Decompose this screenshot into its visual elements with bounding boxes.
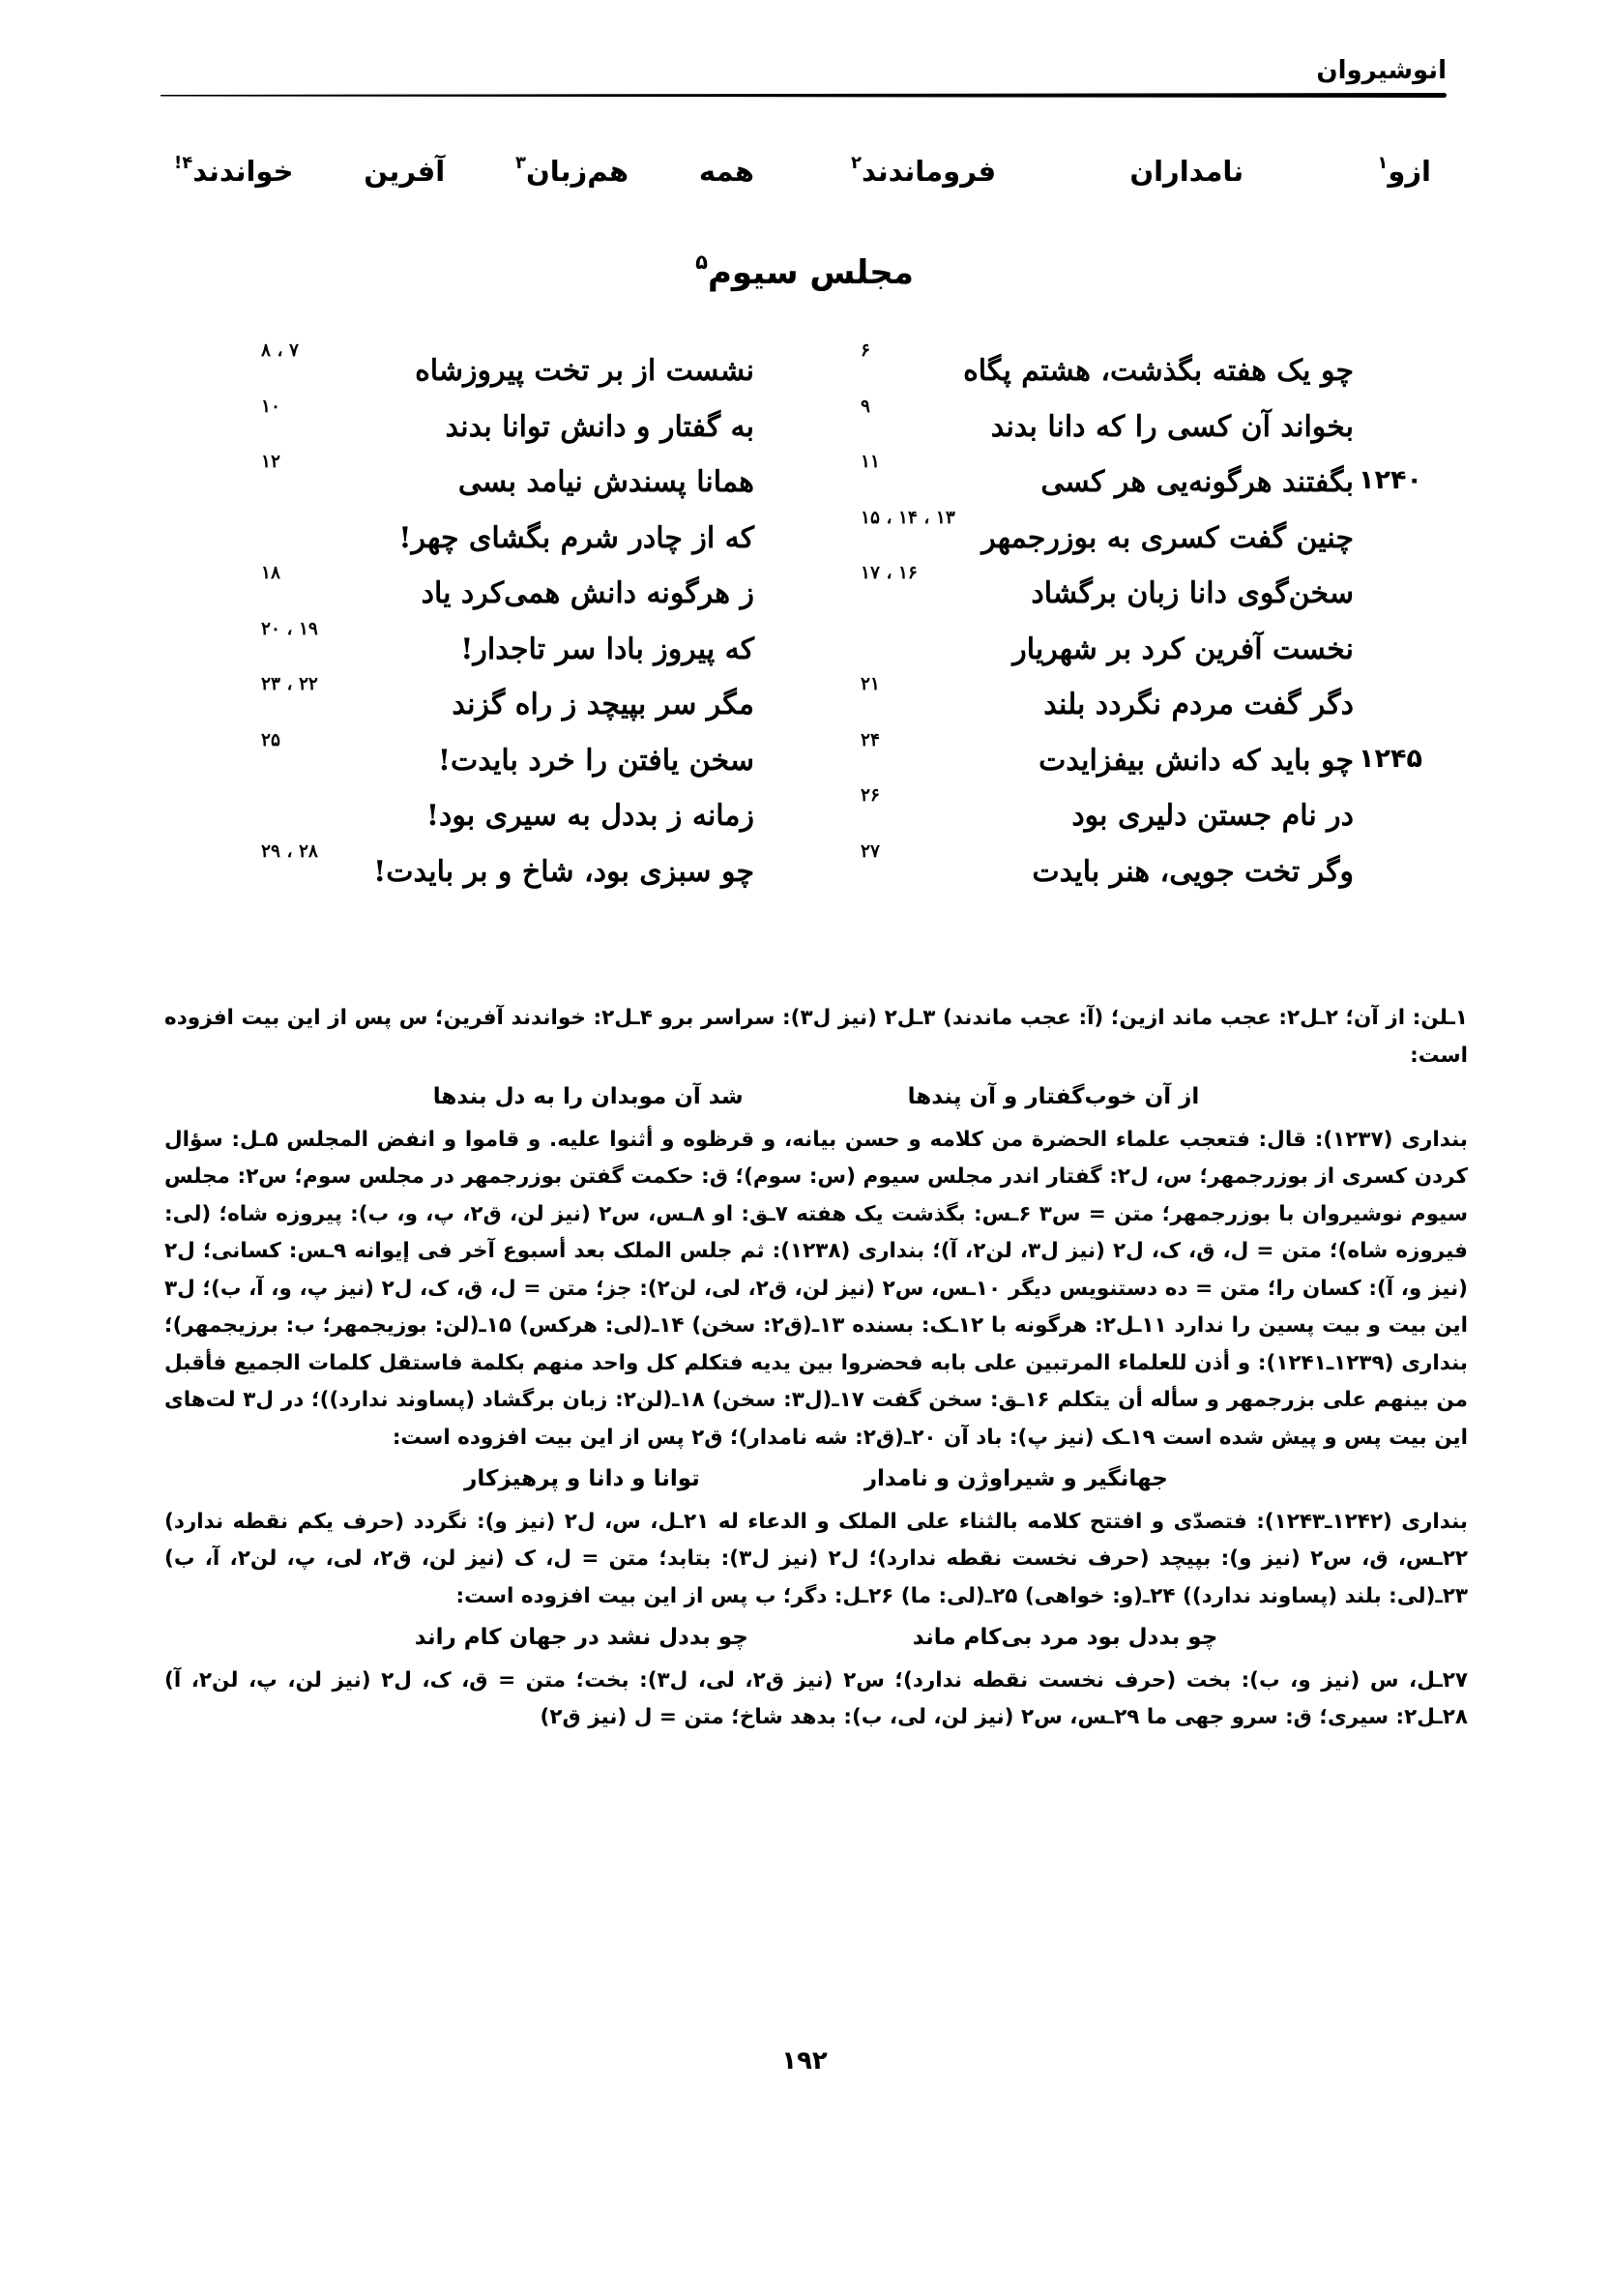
hemistich-second bbox=[261, 618, 754, 666]
hemistich-second bbox=[261, 563, 754, 610]
footnote-markers: ۱۸ bbox=[261, 563, 280, 584]
hemistich-text: ز هرگونه دانش همی‌کرد یاد bbox=[421, 576, 754, 610]
hemistich-first bbox=[861, 729, 1354, 778]
word: فرو‌ماندند$^۲$ bbox=[851, 152, 997, 188]
hemistich-text: به گفتار و دانش توانا بدند bbox=[445, 409, 754, 444]
hemistich-text: سخن‌گوی دانا زبان برگشاد bbox=[1031, 576, 1354, 610]
footnote-markers: ۲۱ bbox=[861, 674, 880, 695]
hemistich-first bbox=[861, 452, 1354, 499]
hemistich-first bbox=[861, 633, 1354, 666]
hemistich-text: نشست از بر تخت پیروزشاه bbox=[415, 354, 754, 388]
running-header-title: انوشیروان bbox=[1316, 56, 1447, 85]
footnote-markers: ۱۹ ، ۲۰ bbox=[261, 618, 318, 639]
hemistich-second bbox=[261, 840, 754, 889]
footnotes bbox=[164, 1000, 1468, 1737]
word: هم‌زبان$^۳$ bbox=[515, 152, 629, 188]
verse-row bbox=[261, 563, 1460, 633]
footnote-added-verse: از آن خوب‌گفتار و آن پندها شد آن موبدان را به دل بندها bbox=[432, 1084, 1200, 1109]
hemistich-second bbox=[261, 452, 754, 499]
hemistich-text: نخست آفرین کرد بر شهریار bbox=[1012, 632, 1354, 666]
hemistich-first bbox=[861, 563, 1354, 610]
footnote-paragraph: بنداری (۱۲۳۷): قال: فتعجب علماء الحضرة من کلامه و حسن بیانه، و قرظوه و أثنوا علیه. و قاموا و انفض المجلس ۵ـل: سؤال کردن کسری از بوزرجمهر؛ س، ل۲: گفتار اندر مجلس سیوم (س: سوم)؛ ق: حکمت گفتن بوزرجمهر در مجلس سوم؛ س۲: مجلس سیوم نوشیروان با بوزرجمهر؛ متن = س۳ ۶ـس: بگذشت یک هفته ۷ـق: او ۸ـس، س۲ (نیز لن، ق۲، پ، و، ب): پیروزه شاه؛ (لی: فیروزه شاه)؛ متن = ل، ق، ک، ل۲ (نیز ل۳، لن۲، آ)؛ بنداری (۱۲۳۸): ثم جلس الملک بعد أسبوع آخر فی إیوانه ۹ـس: کسانی؛ ل۲ (نیز و، آ): کسان را؛ متن = ده دستنویس دیگر ۱۰ـس، س۲ (نیز لن، ق۲، لی، لن۲): جز؛ متن = ل، ق، ک، ل۲ (نیز پ، و، آ، ب)؛ ل۳ این بیت و بیت پسین را ندارد ۱۱ـل۲: هرگونه با ۱۲ـک: بسنده ۱۳ـ(ق۲: سخن) ۱۴ـ(لی: هرکس) ۱۵ـ(لن: بوزیجمهر؛ ب: برزیجمهر)؛ بنداری (۱۲۳۹ـ۱۲۴۱): و أذن للعلماء المرتبین علی بابه فحضروا بین یدیه فتکلم کل واحد منهم بکلمة فاستقل کلمات الجمیع فأقبل من بینهم علی بزرجمهر و سأله أن یتکلم ۱۶ـق: سخن گفت ۱۷ـ(ل۳: سخن) ۱۸ـ(لن۲: زبان برگشاد (پساوند ندارد))؛ در ل۳ لت‌های این بیت پس و پیش شده است ۱۹ـک (نیز پ): باد آن ۲۰ـ(ق۲: شه نامدار)؛ ق۲ پس از این بیت افزوده است: bbox=[164, 1127, 1469, 1450]
hemistich-first bbox=[861, 507, 1354, 555]
verse-number: ۱۲۴۰ bbox=[1359, 465, 1422, 495]
footnote-paragraph: بنداری (۱۲۴۲ـ۱۲۴۳): فتصدّی و افتتح کلامه بالثناء علی الملک و الدعاء له ۲۱ـل، س، ل۲ (نیز و): نگردد (حرف یکم نقطه ندارد) ۲۲ـس، ق، س۲ (نیز و): بپیچد (حرف نخست نقطه ندارد)؛ ل۲ (نیز ل۳): بتابد؛ متن = ل، ک (نیز لن، ق۲، لی، پ، لن۲، آ، ب) ۲۳ـ(لی: بلند (پساوند ندارد)) ۲۴ـ(و: خواهی) ۲۵ـ(لی: ما) ۲۶ـل: دگر؛ ب پس از این بیت افزوده است: bbox=[164, 1509, 1468, 1608]
word: همه bbox=[698, 155, 754, 188]
hemistich-text: چنین گفت کسری به بوزرجمهر bbox=[981, 520, 1354, 555]
verse-row bbox=[261, 840, 1460, 911]
hemistich-text: دگر گفت مردم نگردد بلند bbox=[1043, 688, 1354, 721]
carry-couplet-first-hemistich bbox=[851, 152, 1431, 188]
footnote-markers: ۹ bbox=[861, 396, 870, 417]
verse-block bbox=[261, 340, 1460, 910]
footnote-markers: ۶ bbox=[861, 340, 870, 362]
hemistich-text: که از چادر شرم بگشای چهر! bbox=[398, 520, 754, 555]
footnote-added-verse: چو بددل بود مرد بی‌کام ماند چو بددل نشد در جهان کام راند bbox=[414, 1625, 1218, 1650]
hemistich-first bbox=[861, 396, 1354, 444]
hemistich-text: چو باید که دانش بیفزایدت bbox=[1039, 743, 1354, 778]
hemistich-text: چو یک هفته بگذشت، هشتم پگاه bbox=[963, 354, 1354, 388]
footnote-markers: ۱۰ bbox=[261, 396, 280, 417]
hemistich-text: در نام جستن دلیری بود bbox=[1071, 799, 1354, 833]
hemistich-text: بخواند آن کسی را که دانا بدند bbox=[990, 409, 1354, 444]
word: ازو$^۱$ bbox=[1377, 152, 1431, 188]
hemistich-text: مگر سر بپیچد ز راه گزند bbox=[452, 688, 754, 721]
hemistich-text: بگفتند هرگونه‌یی هر کسی bbox=[1040, 465, 1354, 499]
footnote-markers: ۲۸ ، ۲۹ bbox=[261, 840, 318, 862]
verse-number: ۱۲۴۵ bbox=[1359, 743, 1422, 774]
footnote-markers: ۱۲ bbox=[261, 452, 280, 473]
hemistich-second bbox=[261, 396, 754, 444]
header-rule bbox=[161, 93, 1447, 98]
footnote-markers: ۲۵ bbox=[261, 729, 280, 751]
hemistich-first bbox=[861, 674, 1354, 721]
footnote-markers: ۲۴ bbox=[861, 729, 880, 751]
page-number: ۱۹۲ bbox=[781, 2046, 828, 2075]
hemistich-second bbox=[261, 521, 754, 555]
hemistich-first bbox=[861, 340, 1354, 388]
section-title: مجلس سیوم$^۵$ bbox=[695, 249, 914, 292]
hemistich-text: همانا پسندش نیامد بسی bbox=[457, 465, 754, 499]
footnote-added-verse: جهانگیر و شیراوژن و نامدار توانا و دانا و پرهیزکار bbox=[464, 1466, 1168, 1491]
footnote-markers: ۲۲ ، ۲۳ bbox=[261, 674, 318, 695]
hemistich-text: زمانه ز بددل به سیری بود! bbox=[425, 799, 754, 833]
word: خواندند$^{۴!}$ bbox=[174, 152, 294, 188]
hemistich-second bbox=[261, 799, 754, 833]
hemistich-text: سخن یافتن را خرد بایدت! bbox=[437, 743, 754, 778]
footnote-markers: ۷ ، ۸ bbox=[261, 340, 299, 362]
hemistich-first bbox=[861, 840, 1354, 889]
footnote-markers: ۲۶ bbox=[861, 785, 880, 807]
footnote-paragraph: ۱ـلن: از آن؛ ۲ـل۲: عجب ماند ازین؛ (آ: عجب ماندند) ۳ـل۲ (نیز ل۳): سراسر برو ۴ـل۲: خواندند آفرین؛ س پس از این بیت افزوده است: bbox=[164, 1006, 1468, 1068]
footnote-markers: ۱۶ ، ۱۷ bbox=[861, 563, 918, 584]
footnote-markers: ۱۱ bbox=[861, 452, 880, 473]
carry-over-couplet bbox=[174, 152, 1431, 213]
footnote-paragraph: ۲۷ـل، س (نیز و، ب): بخت (حرف نخست نقطه ندارد)؛ س۲ (نیز ق۲، لی، ل۳): بخت؛ متن = ق، ک، ل۲ (نیز لن، پ، لن۲، آ) ۲۸ـل۲: سیری؛ ق: سرو جهی ما ۲۹ـس، س۲ (نیز لن، لی، ب): بدهد شاخ؛ متن = ل (نیز ق۲) bbox=[164, 1667, 1468, 1729]
hemistich-text: چو سبزی بود، شاخ و بر بایدت! bbox=[373, 854, 754, 889]
hemistich-second bbox=[261, 340, 754, 388]
carry-couplet-second-hemistich bbox=[174, 152, 754, 188]
word: آفرین bbox=[364, 155, 446, 188]
footnote-markers: ۲۷ bbox=[861, 840, 880, 862]
word: نامداران bbox=[1129, 155, 1244, 188]
hemistich-second bbox=[261, 729, 754, 778]
hemistich-second bbox=[261, 674, 754, 721]
hemistich-text: که پیروز بادا سر تاجدار! bbox=[460, 632, 754, 666]
footnote-markers: ۱۳ ، ۱۴ ، ۱۵ bbox=[861, 507, 955, 528]
hemistich-first bbox=[861, 785, 1354, 833]
hemistich-text: وگر تخت جویی، هنر بایدت bbox=[1032, 854, 1354, 889]
